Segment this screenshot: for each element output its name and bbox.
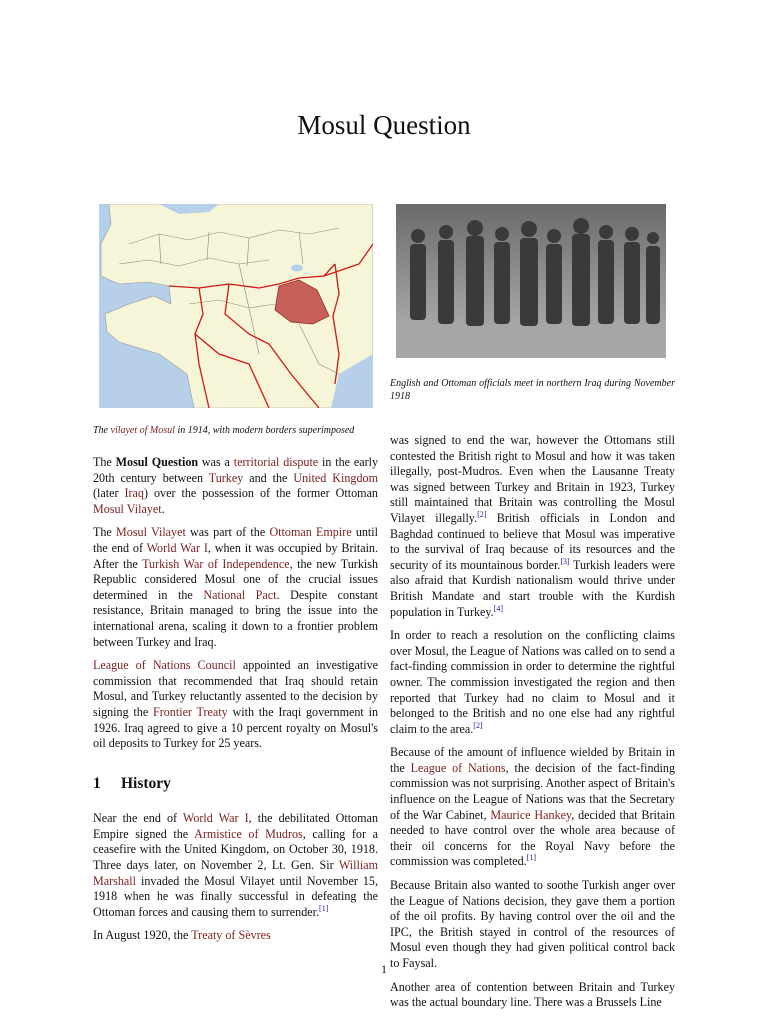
- reference-link[interactable]: [1]: [526, 853, 537, 863]
- reference-link[interactable]: [3]: [560, 556, 570, 566]
- league-of-nations-council-link[interactable]: League of Nations Council: [93, 658, 236, 673]
- mosul-vilayet-link-2[interactable]: Mosul Vilayet: [116, 525, 186, 540]
- national-pact-link[interactable]: National Pact: [203, 587, 277, 602]
- iraq-link[interactable]: Iraq: [124, 486, 144, 501]
- ottoman-empire-link[interactable]: Ottoman Empire: [269, 525, 352, 540]
- history-paragraph-5: Because Britain also wanted to soothe Turkish anger over the League of Nations decision, they gave them a portion of the oil profits. By having control over the oil and the IPC, the British stayed in control of the resources of Mosul even though they had given political control back to Faysal.: [390, 878, 675, 970]
- treaty-of-sevres-link[interactable]: Treaty of Sèvres: [191, 928, 271, 943]
- turkish-war-of-independence-link[interactable]: Turkish War of Independence: [142, 556, 290, 571]
- section-number: 1: [93, 774, 101, 792]
- william-marshall-link[interactable]: William Marshall: [93, 858, 378, 888]
- intro-paragraph-2: The Mosul Vilayet was part of the Ottoman Empire until the end of World War I, when it was occupied by Britain. After the Turkish War of Independence, the new Turkish Republic considered Mosul one of the crucial issues determined in the National Pact. Despite constant resistance, Britain managed to bring the issue into the international arena, scaling it down to a frontier problem between Turkey and Iraq.: [93, 525, 379, 649]
- turkey-link[interactable]: Turkey: [208, 470, 244, 485]
- map-caption-text: The: [93, 425, 111, 436]
- map-figure[interactable]: [99, 204, 373, 408]
- map-caption-text-end: in 1914, with modern borders superimposed: [174, 425, 355, 436]
- right-column: [390, 433, 675, 1019]
- history-paragraph-2-continued: was signed to end the war, however the Ottomans still contested the British right to Mosul and how it was taken illegally, post-Mudros. Even when the Lausanne Treaty was signed between Turkey and Britain in 1923, Turkey still maintained that Britain was controlling the Mosul Vilayet illegally.[2] British officials in London and Baghdad continued to believe that Mosul was imperative to the survival of Iraq because of its resources and the security of its mountainous border.[3] Turkish leaders were also afraid that Kurdish nationalism would thrive under British Mandate and start trouble with the Kurdish population in Turkey.[4]: [390, 433, 676, 619]
- armistice-of-mudros-link[interactable]: Armistice of Mudros: [194, 826, 303, 841]
- league-of-nations-link[interactable]: League of Nations: [410, 760, 506, 775]
- page-number: 1: [381, 962, 387, 976]
- history-paragraph-3: In order to reach a resolution on the conflicting claims over Mosul, the League of Nations was called on to send a fact-finding commission in order to determine the rightful owner. The commission investigated the region and then reported that Turkey had no claim to Mosul and it belonged to the British and no one else had any rightful claim to the area.[2]: [390, 628, 675, 736]
- reference-link[interactable]: [2]: [477, 509, 487, 519]
- maurice-hankey-link[interactable]: Maurice Hankey: [490, 807, 572, 822]
- photo-ground: [396, 322, 666, 358]
- reference-link[interactable]: [2]: [473, 720, 483, 730]
- frontier-treaty-link[interactable]: Frontier Treaty: [153, 704, 228, 719]
- bold-term: Mosul Question: [115, 455, 199, 469]
- map-caption: [93, 424, 383, 437]
- section-heading-history: [93, 776, 378, 792]
- officials-photo[interactable]: [396, 204, 666, 358]
- reference-link[interactable]: [1]: [319, 903, 329, 913]
- page-title: Mosul Question: [297, 110, 471, 140]
- world-war-i-link-2[interactable]: World War I: [182, 811, 249, 826]
- section-title: History: [121, 774, 171, 792]
- united-kingdom-link[interactable]: United Kingdom: [293, 470, 378, 485]
- reference-link[interactable]: [4]: [493, 603, 504, 613]
- mosul-vilayet-link[interactable]: Mosul Vilayet: [93, 501, 162, 516]
- vilayet-of-mosul-link[interactable]: vilayet of Mosul: [110, 425, 175, 436]
- intro-paragraph-3: League of Nations Council appointed an investigative commission that recommended that Iraq should retain Mosul, and Turkey reluctantly assented to the decision by signing the Frontier Treaty with the Iraqi government in 1926. Iraq agreed to give a 10 percent royalty on Mosul's oil deposits to Turkey for 25 years.: [93, 658, 378, 751]
- map-lake-van: [291, 265, 303, 272]
- photo-caption: English and Ottoman officials meet in northern Iraq during November 1918: [390, 378, 675, 402]
- left-column: [93, 455, 378, 944]
- history-paragraph-1: Near the end of World War I, the debilitated Ottoman Empire signed the Armistice of Mudros, calling for a ceasefire with the United Kingdom, on October 30, 1918. Three days later, on November 2, Lt. Gen. Sir William Marshall invaded the Mosul Vilayet until November 15, 1918 when he was finally successful in defeating the Ottoman forces and causing them to surrender.[1]: [93, 811, 379, 919]
- history-paragraph-4: Because of the amount of influence wielded by Britain in the League of Nations, the decision of the fact-finding commission was not surprising. Another aspect of Britain's influence on the League of Nations was that the Secretary of the War Cabinet, Maurice Hankey, decided that Britain needed to have control over the whole area because of their oil concerns for the Royal Navy before the commission was completed.[1]: [390, 745, 676, 869]
- territorial-dispute-link[interactable]: territorial dispute: [233, 455, 319, 469]
- world-war-i-link[interactable]: World War I: [146, 540, 208, 555]
- intro-paragraph-1: The Mosul Question was a territorial dispute in the early 20th century between Turkey and the United Kingdom (later Iraq) over the possession of the former Ottoman Mosul Vilayet.: [93, 455, 379, 516]
- history-paragraph-6: Another area of contention between Britain and Turkey was the actual boundary line. There was a Brussels Line: [390, 979, 675, 1010]
- history-paragraph-2-start: In August 1920, the Treaty of Sèvres: [93, 928, 271, 943]
